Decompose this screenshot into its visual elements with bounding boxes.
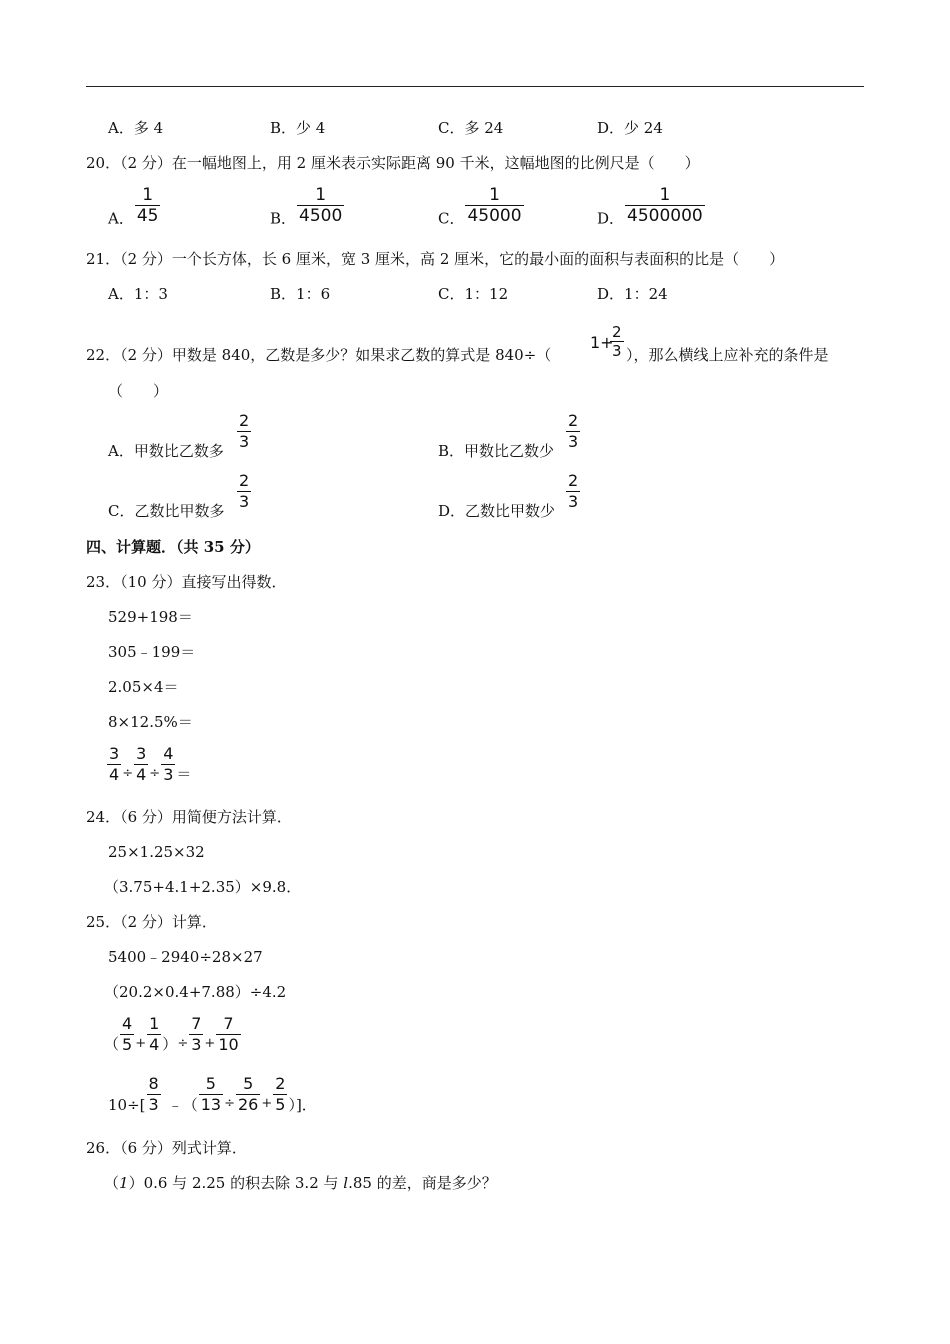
q25-item-4: 10÷[ $\frac{8}{3}$ ﹣（ $\frac{5}{13}$ ÷ $\frac{5}{26}$ + $\frac{2}{5}$ ）]． <box>108 1074 317 1114</box>
q23-stem: 23．（10 分）直接写出得数． <box>86 573 287 591</box>
q25-stem: 25．（2 分）计算． <box>86 913 217 931</box>
q24-stem: 24．（6 分）用简便方法计算． <box>86 808 292 826</box>
q22-option-c-fraction: $\frac{2}{3}$ <box>239 471 250 511</box>
q21-stem: 21．（2 分）一个长方体，长 6 厘米，宽 3 厘米，高 2 厘米，它的最小面的面积与表面积的比是（ ） <box>86 250 785 268</box>
q20-option-c: C． $\frac{1}{45000}$ <box>438 185 522 228</box>
header-rule <box>86 86 864 87</box>
q19-option-c: C．多 24 <box>438 119 504 137</box>
q20-option-d: D． $\frac{1}{4500000}$ <box>597 185 703 228</box>
q20-stem: 20．（2 分）在一幅地图上，用 2 厘米表示实际距离 90 千米，这幅地图的比例尺是（ ） <box>86 154 700 172</box>
q19-option-d: D．少 24 <box>597 119 663 137</box>
q26-stem: 26．（6 分）列式计算． <box>86 1139 247 1157</box>
q22-stem-part1: 22．（2 分）甲数是 840，乙数是多少？如果求乙数的算式是 840÷（ <box>86 346 552 364</box>
q22-option-b-fraction: $\frac{2}{3}$ <box>568 411 579 451</box>
q22-option-c: C．乙数比甲数多 <box>108 502 225 520</box>
q23-item-1: 529+198＝ <box>108 608 193 626</box>
q21-option-b: B．1：6 <box>270 285 331 303</box>
q23-item-4: 8×12.5%＝ <box>108 713 193 731</box>
q25-item-1: 5400﹣2940÷28×27 <box>108 948 263 966</box>
q22-stem-blank: （ ） <box>108 382 169 400</box>
q22-stem-fraction: $\frac{2}{3}$ <box>612 323 622 360</box>
q25-item-2: （20.2×0.4+7.88）÷4.2 <box>104 983 287 1001</box>
q22-stem-part2: ），那么横线上应补充的条件是 <box>626 346 829 364</box>
q24-item-1: 25×1.25×32 <box>108 843 205 861</box>
q23-item-2: 305﹣199＝ <box>108 643 196 661</box>
q22-option-d-fraction: $\frac{2}{3}$ <box>568 471 579 511</box>
q22-option-a-fraction: $\frac{2}{3}$ <box>239 411 250 451</box>
q26-subquestion-1: （1）0.6 与 2.25 的积去除 3.2 与 l.85 的差，商是多少？ <box>104 1174 497 1192</box>
q21-option-a: A．1：3 <box>108 285 168 303</box>
q23-item-5: $\frac{3}{4}$ ÷ $\frac{3}{4}$ ÷ $\frac{4}{3}$ ＝ <box>109 744 192 784</box>
q22-stem-whole: 1+ <box>590 333 614 352</box>
q21-option-d: D．1：24 <box>597 285 668 303</box>
q22-option-b: B．甲数比乙数少 <box>438 442 555 460</box>
q19-option-b: B．少 4 <box>270 119 326 137</box>
q25-item-3: （ $\frac{4}{5}$ + $\frac{1}{4}$ ） ÷ $\frac{7}{3}$ + $\frac{7}{10}$ <box>104 1014 239 1054</box>
q20-option-b: B． $\frac{1}{4500}$ <box>270 185 343 228</box>
q22-option-d: D．乙数比甲数少 <box>438 502 556 520</box>
q22-option-a: A．甲数比乙数多 <box>108 442 224 460</box>
q24-item-2: （3.75+4.1+2.35）×9.8． <box>104 878 302 896</box>
q21-option-c: C．1：12 <box>438 285 509 303</box>
q20-option-a: A． $\frac{1}{45}$ <box>108 185 159 228</box>
section-4-title: 四、计算题．（共 35 分） <box>86 538 260 556</box>
q23-item-3: 2.05×4＝ <box>108 678 179 696</box>
q19-option-a: A．多 4 <box>108 119 164 137</box>
